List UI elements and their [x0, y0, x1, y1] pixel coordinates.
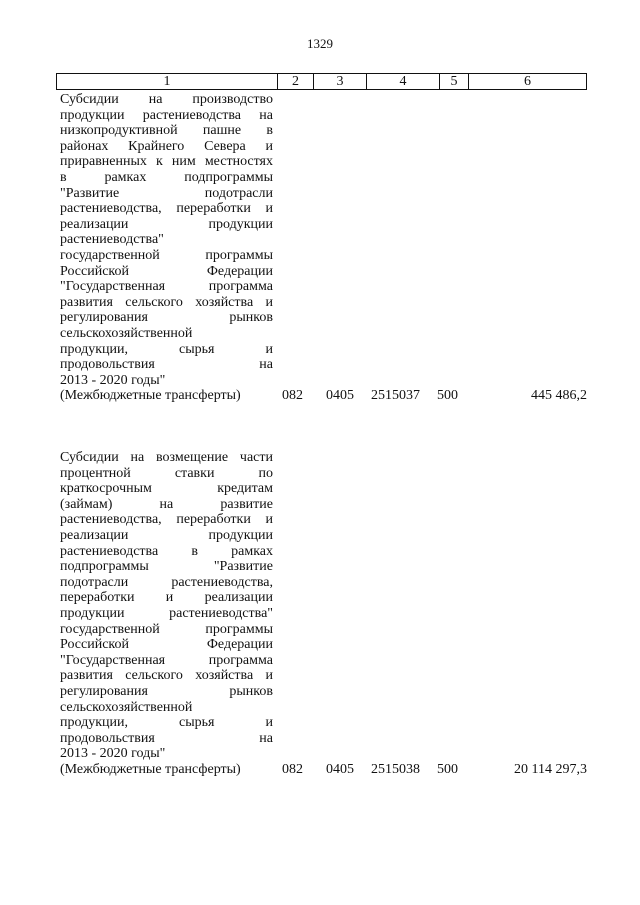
description-line: "Государственная программа — [60, 279, 273, 295]
description-line: (Межбюджетные трансферты) — [60, 388, 241, 404]
description-line: продукции, сырья и — [60, 341, 273, 357]
cell-expense-type-code: 500 — [437, 762, 458, 777]
description-line: Российской Федерации — [60, 263, 273, 279]
description-line: развития сельского хозяйства и — [60, 668, 273, 684]
description-line: реализации продукции — [60, 216, 273, 232]
description-line: сельскохозяйственной — [60, 325, 193, 341]
description-line: реализации продукции — [60, 527, 273, 543]
description-line: 2013 - 2020 годы" — [60, 372, 166, 388]
cell-section-code: 0405 — [326, 388, 354, 404]
header-col-2: 2 — [278, 74, 314, 89]
description-line: (Межбюджетные трансферты) — [60, 761, 241, 777]
description-line: районах Крайнего Севера и — [60, 138, 273, 154]
table-header-row — [56, 73, 587, 90]
description-line: развития сельского хозяйства и — [60, 294, 273, 310]
description-line: "Государственная программа — [60, 652, 273, 668]
description-line: продукции растениеводства" — [60, 605, 273, 621]
cell-ministry-code: 082 — [282, 762, 303, 777]
description-line: переработки и реализации — [60, 590, 273, 606]
description-line: приравненных к ним местностях — [60, 154, 273, 170]
header-col-4: 4 — [367, 74, 440, 89]
cell-expense-type-code: 500 — [437, 388, 458, 404]
description-line: государственной программы — [60, 621, 273, 637]
description-line: "Развитие подотрасли — [60, 185, 273, 201]
description-line: растениеводства, переработки и — [60, 512, 273, 528]
description-line: (займам) на развитие — [60, 496, 273, 512]
description-line: сельскохозяйственной — [60, 699, 193, 715]
row-description — [60, 92, 273, 404]
description-line: краткосрочным кредитам — [60, 481, 273, 497]
cell-target-article-code: 2515038 — [371, 762, 420, 777]
description-line: регулирования рынков — [60, 310, 273, 326]
description-line: Субсидии на производство — [60, 92, 273, 107]
cell-ministry-code: 082 — [282, 388, 303, 404]
description-line: Субсидии на возмещение части — [60, 450, 273, 465]
header-col-6: 6 — [524, 74, 531, 89]
description-line: Российской Федерации — [60, 637, 273, 653]
cell-target-article-code: 2515037 — [371, 388, 420, 404]
cell-amount: 20 114 297,3 — [514, 762, 587, 777]
header-col-3: 3 — [314, 74, 367, 89]
description-line: продукции растениеводства на — [60, 107, 273, 123]
description-line: низкопродуктивной пашне в — [60, 123, 273, 139]
page-number: 1329 — [307, 36, 333, 51]
cell-section-code: 0405 — [326, 762, 354, 777]
description-line: 2013 - 2020 годы" — [60, 746, 166, 762]
description-line: подпрограммы "Развитие — [60, 559, 273, 575]
description-line: государственной программы — [60, 247, 273, 263]
row-description — [60, 450, 273, 777]
cell-amount: 445 486,2 — [531, 388, 587, 404]
description-line: продукции, сырья и — [60, 715, 273, 731]
header-col-5: 5 — [440, 74, 469, 89]
description-line: регулирования рынков — [60, 683, 273, 699]
header-col-1: 1 — [57, 74, 278, 89]
description-line: растениеводства" — [60, 232, 164, 248]
description-line: подотрасли растениеводства, — [60, 574, 273, 590]
description-line: растениеводства, переработки и — [60, 201, 273, 217]
description-line: продовольствия на — [60, 730, 273, 746]
description-line: продовольствия на — [60, 357, 273, 373]
description-line: растениеводства в рамках — [60, 543, 273, 559]
description-line: процентной ставки по — [60, 465, 273, 481]
description-line: в рамках подпрограммы — [60, 169, 273, 185]
